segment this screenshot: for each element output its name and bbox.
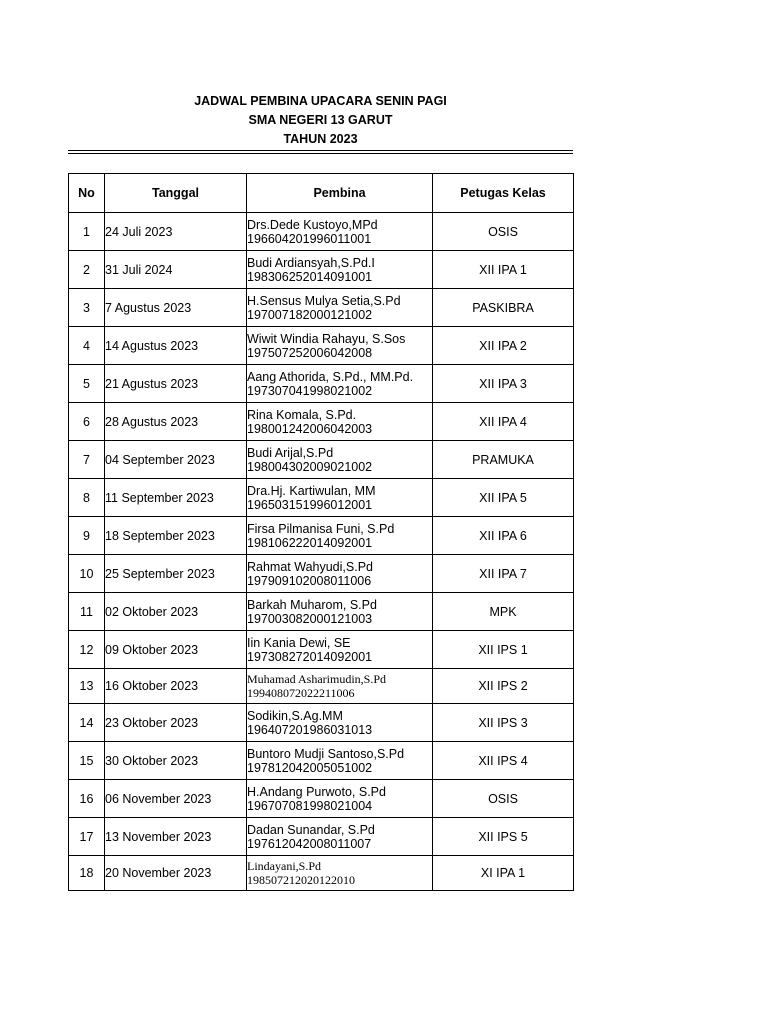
row-number: 10	[69, 555, 105, 593]
pembina-name: Dra.Hj. Kartiwulan, MM	[247, 483, 376, 498]
table-row	[69, 441, 574, 479]
pembina-name: Rahmat Wahyudi,S.Pd	[247, 559, 373, 574]
pembina-name: H.Andang Purwoto, S.Pd	[247, 784, 386, 799]
row-date: 14 Agustus 2023	[105, 327, 247, 365]
pembina-name: Drs.Dede Kustoyo,MPd	[247, 217, 378, 232]
pembina-nip: 197909102008011006	[247, 573, 372, 588]
row-number: 3	[69, 289, 105, 327]
table-row	[69, 327, 574, 365]
title-divider-top	[68, 150, 573, 151]
table-row	[69, 365, 574, 403]
row-pembina	[247, 555, 433, 593]
pembina-name: Buntoro Mudji Santoso,S.Pd	[247, 746, 405, 761]
pembina-nip: 197007182000121002	[247, 307, 373, 322]
row-petugas-kelas: MPK	[433, 593, 574, 631]
row-date: 7 Agustus 2023	[105, 289, 247, 327]
row-date: 24 Juli 2023	[105, 213, 247, 251]
row-date: 25 September 2023	[105, 555, 247, 593]
pembina-nip: 197307041998021002	[247, 383, 373, 398]
row-date: 04 September 2023	[105, 441, 247, 479]
row-petugas-kelas: XI IPA 1	[433, 856, 574, 891]
title-line-1: JADWAL PEMBINA UPACARA SENIN PAGI	[194, 94, 447, 108]
title-line-3: TAHUN 2023	[283, 132, 358, 146]
row-date: 21 Agustus 2023	[105, 365, 247, 403]
row-petugas-kelas: OSIS	[433, 213, 574, 251]
row-pembina	[247, 780, 433, 818]
row-pembina	[247, 289, 433, 327]
table-body	[69, 213, 574, 891]
row-date: 28 Agustus 2023	[105, 403, 247, 441]
pembina-nip: 197003082000121003	[247, 611, 373, 626]
row-date: 11 September 2023	[105, 479, 247, 517]
row-date: 06 November 2023	[105, 780, 247, 818]
column-header-tanggal: Tanggal	[105, 174, 247, 213]
row-number: 4	[69, 327, 105, 365]
row-number: 14	[69, 704, 105, 742]
row-pembina	[247, 441, 433, 479]
table-row	[69, 213, 574, 251]
pembina-nip: 198306252014091001	[247, 269, 373, 284]
pembina-nip: 199408072022211006	[247, 686, 355, 700]
pembina-name: Wiwit Windia Rahayu, S.Sos	[247, 331, 406, 346]
table-row	[69, 742, 574, 780]
table-row	[69, 856, 574, 891]
row-date: 31 Juli 2024	[105, 251, 247, 289]
row-pembina	[247, 517, 433, 555]
row-pembina	[247, 742, 433, 780]
row-date: 18 September 2023	[105, 517, 247, 555]
row-pembina	[247, 365, 433, 403]
pembina-nip: 197812042005051002	[247, 760, 373, 775]
table-row	[69, 479, 574, 517]
row-petugas-kelas: XII IPA 5	[433, 479, 574, 517]
row-number: 5	[69, 365, 105, 403]
pembina-name: Aang Athorida, S.Pd., MM.Pd.	[247, 369, 414, 384]
row-pembina	[247, 403, 433, 441]
pembina-name: Dadan Sunandar, S.Pd	[247, 822, 375, 837]
row-pembina	[247, 818, 433, 856]
pembina-nip: 197612042008011007	[247, 836, 372, 851]
pembina-nip: 198001242006042003	[247, 421, 373, 436]
pembina-name: Rina Komala, S.Pd.	[247, 407, 357, 422]
pembina-nip: 196407201986031013	[247, 722, 373, 737]
row-petugas-kelas: XII IPS 4	[433, 742, 574, 780]
table-row	[69, 818, 574, 856]
row-petugas-kelas: XII IPA 2	[433, 327, 574, 365]
row-number: 8	[69, 479, 105, 517]
row-pembina	[247, 479, 433, 517]
row-pembina	[247, 669, 433, 704]
document-title-block	[68, 92, 573, 149]
pembina-name: Firsa Pilmanisa Funi, S.Pd	[247, 521, 395, 536]
row-number: 11	[69, 593, 105, 631]
schedule-table	[68, 173, 574, 891]
pembina-name: Budi Ardiansyah,S.Pd.I	[247, 255, 375, 270]
table-header-row	[69, 174, 574, 213]
row-date: 30 Oktober 2023	[105, 742, 247, 780]
row-petugas-kelas: XII IPS 1	[433, 631, 574, 669]
row-pembina	[247, 631, 433, 669]
row-pembina	[247, 213, 433, 251]
pembina-name: Lindayani,S.Pd	[247, 859, 321, 873]
pembina-name: H.Sensus Mulya Setia,S.Pd	[247, 293, 401, 308]
row-pembina	[247, 593, 433, 631]
row-petugas-kelas: XII IPA 7	[433, 555, 574, 593]
row-number: 2	[69, 251, 105, 289]
row-number: 13	[69, 669, 105, 704]
row-petugas-kelas: XII IPS 2	[433, 669, 574, 704]
pembina-nip: 198004302009021002	[247, 459, 373, 474]
table-row	[69, 517, 574, 555]
row-petugas-kelas: OSIS	[433, 780, 574, 818]
pembina-nip: 196604201996011001	[247, 231, 372, 246]
row-number: 12	[69, 631, 105, 669]
row-date: 20 November 2023	[105, 856, 247, 891]
pembina-name: Barkah Muharom, S.Pd	[247, 597, 377, 612]
row-number: 1	[69, 213, 105, 251]
row-number: 9	[69, 517, 105, 555]
row-pembina	[247, 856, 433, 891]
column-header-no: No	[69, 174, 105, 213]
pembina-nip: 196503151996012001	[247, 497, 373, 512]
row-petugas-kelas: XII IPA 6	[433, 517, 574, 555]
row-number: 16	[69, 780, 105, 818]
table-row	[69, 780, 574, 818]
pembina-name: Iin Kania Dewi, SE	[247, 635, 351, 650]
row-pembina	[247, 704, 433, 742]
pembina-nip: 198507212020122010	[247, 873, 355, 887]
row-petugas-kelas: PRAMUKA	[433, 441, 574, 479]
row-petugas-kelas: XII IPA 4	[433, 403, 574, 441]
pembina-name: Sodikin,S.Ag.MM	[247, 708, 343, 723]
row-number: 18	[69, 856, 105, 891]
row-date: 23 Oktober 2023	[105, 704, 247, 742]
row-number: 15	[69, 742, 105, 780]
row-petugas-kelas: XII IPS 5	[433, 818, 574, 856]
table-row	[69, 593, 574, 631]
table-row	[69, 669, 574, 704]
row-petugas-kelas: XII IPS 3	[433, 704, 574, 742]
table-row	[69, 555, 574, 593]
pembina-nip: 197507252006042008	[247, 345, 373, 360]
table-row	[69, 289, 574, 327]
pembina-name: Muhamad Asharimudin,S.Pd	[247, 672, 387, 686]
table-row	[69, 631, 574, 669]
column-header-pembina: Pembina	[247, 174, 433, 213]
pembina-nip: 196707081998021004	[247, 798, 373, 813]
row-petugas-kelas: XII IPA 3	[433, 365, 574, 403]
row-date: 13 November 2023	[105, 818, 247, 856]
pembina-name: Budi Arijal,S.Pd	[247, 445, 334, 460]
row-number: 7	[69, 441, 105, 479]
row-date: 02 Oktober 2023	[105, 593, 247, 631]
row-date: 16 Oktober 2023	[105, 669, 247, 704]
row-date: 09 Oktober 2023	[105, 631, 247, 669]
pembina-nip: 197308272014092001	[247, 649, 373, 664]
table-row	[69, 403, 574, 441]
column-header-petugas-kelas: Petugas Kelas	[433, 174, 574, 213]
row-pembina	[247, 327, 433, 365]
pembina-nip: 198106222014092001	[247, 535, 373, 550]
title-divider-bottom	[68, 153, 573, 154]
row-number: 6	[69, 403, 105, 441]
row-petugas-kelas: XII IPA 1	[433, 251, 574, 289]
table-row	[69, 704, 574, 742]
table-row	[69, 251, 574, 289]
row-pembina	[247, 251, 433, 289]
title-line-2: SMA NEGERI 13 GARUT	[248, 113, 393, 127]
row-petugas-kelas: PASKIBRA	[433, 289, 574, 327]
row-number: 17	[69, 818, 105, 856]
